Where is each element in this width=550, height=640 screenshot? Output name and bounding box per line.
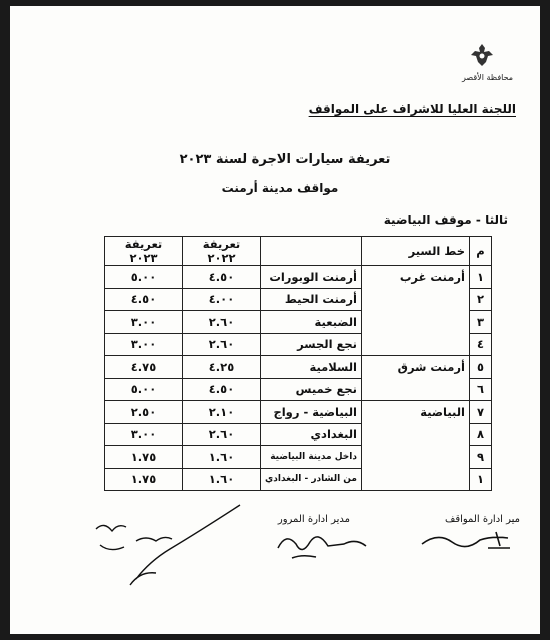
table-row xyxy=(105,356,492,379)
parking-manager-signature xyxy=(418,526,518,556)
fee-2023-cell: ١.٧٥ xyxy=(105,468,183,491)
row-number: ٩ xyxy=(469,446,491,469)
destination-cell: داخل مدينة البياضية xyxy=(261,446,362,469)
destination-cell: البياضية - رواج xyxy=(261,401,362,424)
fee-2022-cell: ٢.٦٠ xyxy=(183,423,261,446)
table-row xyxy=(105,401,492,424)
fee-2023-cell: ٢.٥٠ xyxy=(105,401,183,424)
handwritten-approval-scribble xyxy=(90,501,250,591)
header-fee-2022: تعريفة ٢٠٢٢ xyxy=(183,237,261,266)
document-title: تعريفة سيارات الاجرة لسنة ٢٠٢٣ xyxy=(179,152,391,167)
fee-2022-cell: ٤.٢٥ xyxy=(183,356,261,379)
table-header-row xyxy=(105,237,492,266)
header-fee-2023: تعريفة ٢٠٢٣ xyxy=(105,237,183,266)
destination-cell: البغدادي xyxy=(261,423,362,446)
header-dest xyxy=(261,237,362,266)
eagle-emblem-icon xyxy=(469,42,495,68)
destination-cell: أرمنت الحيط xyxy=(261,288,362,311)
row-number: ٥ xyxy=(469,356,491,379)
fee-2022-cell: ٢.٦٠ xyxy=(183,311,261,334)
traffic-manager-signature xyxy=(272,524,372,564)
row-number: ٣ xyxy=(469,311,491,334)
fee-2022-cell: ٢.١٠ xyxy=(183,401,261,424)
fee-2023-cell: ٣.٠٠ xyxy=(105,333,183,356)
logo-text: محافظة الأقصر xyxy=(462,73,514,82)
fee-2023-cell: ٥.٠٠ xyxy=(105,266,183,289)
fee-2023-cell: ٥.٠٠ xyxy=(105,378,183,401)
destination-cell: السلامية xyxy=(261,356,362,379)
fare-table xyxy=(104,236,492,491)
row-number: ١ xyxy=(469,468,491,491)
document-page xyxy=(10,6,540,634)
route-line-cell: أرمنت شرق xyxy=(361,356,469,401)
header-num: م xyxy=(469,237,491,266)
row-number: ٦ xyxy=(469,378,491,401)
destination-cell: نجع خميس xyxy=(261,378,362,401)
fee-2022-cell: ٤.٥٠ xyxy=(183,266,261,289)
fee-2022-cell: ٤.٠٠ xyxy=(183,288,261,311)
destination-cell: الضبعية xyxy=(261,311,362,334)
fee-2023-cell: ١.٧٥ xyxy=(105,446,183,469)
traffic-manager-title: مدير ادارة المرور xyxy=(277,514,350,525)
table-row xyxy=(105,266,492,289)
committee-heading: اللجنة العليا للاشراف على المواقف xyxy=(308,102,516,116)
route-line-cell: البياضية xyxy=(361,401,469,491)
row-number: ٨ xyxy=(469,423,491,446)
fee-2023-cell: ٤.٧٥ xyxy=(105,356,183,379)
row-number: ٤ xyxy=(469,333,491,356)
destination-cell: أرمنت الوبورات xyxy=(261,266,362,289)
header-line: خط السير xyxy=(361,237,469,266)
fee-2022-cell: ١.٦٠ xyxy=(183,468,261,491)
governorate-logo xyxy=(462,42,514,82)
destination-cell: نجع الجسر xyxy=(261,333,362,356)
fee-2022-cell: ٤.٥٠ xyxy=(183,378,261,401)
fee-2023-cell: ٤.٥٠ xyxy=(105,288,183,311)
fee-2023-cell: ٣.٠٠ xyxy=(105,423,183,446)
fee-2023-cell: ٣.٠٠ xyxy=(105,311,183,334)
section-heading: ثالثا - موقف البياضية xyxy=(383,213,508,227)
destination-cell: من الشادر - البغدادي xyxy=(261,468,362,491)
row-number: ٢ xyxy=(469,288,491,311)
route-line-cell: أرمنت غرب xyxy=(361,266,469,356)
parking-manager-title: مير ادارة المواقف xyxy=(444,514,520,525)
document-subtitle: مواقف مدينة أرمنت xyxy=(221,181,339,195)
row-number: ١ xyxy=(469,266,491,289)
fee-2022-cell: ١.٦٠ xyxy=(183,446,261,469)
fee-2022-cell: ٢.٦٠ xyxy=(183,333,261,356)
row-number: ٧ xyxy=(469,401,491,424)
